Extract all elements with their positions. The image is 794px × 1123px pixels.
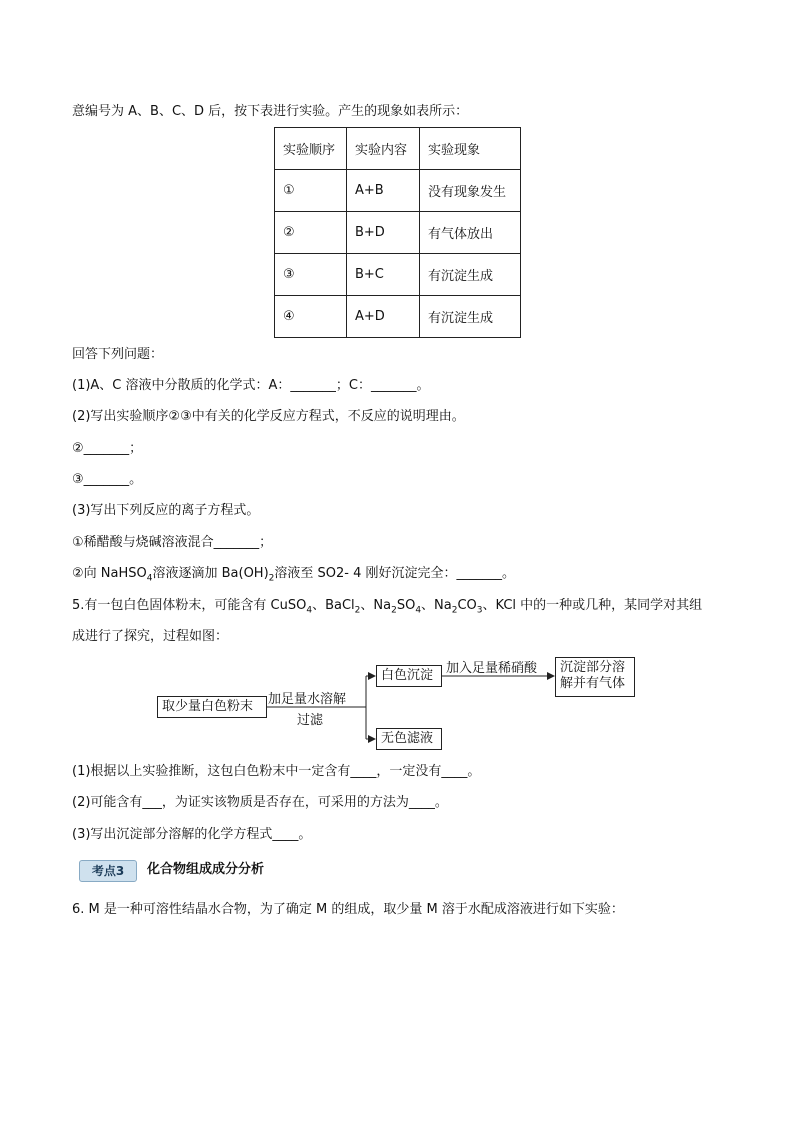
table-cell: ③ bbox=[275, 254, 347, 296]
q4-part3a: ①稀醋酸与烧碱溶液混合_______； bbox=[72, 535, 273, 550]
q4-prompt: 回答下列问题： bbox=[72, 347, 164, 362]
q5-line2: 成进行了探究，过程如图： bbox=[72, 629, 229, 644]
table-row bbox=[275, 296, 521, 338]
table-cell: 有沉淀生成 bbox=[420, 296, 521, 338]
table-row bbox=[275, 212, 521, 254]
table-cell: 没有现象发生 bbox=[420, 170, 521, 212]
subscript: 4 bbox=[146, 573, 153, 584]
q4-part2a: ②_______； bbox=[72, 441, 143, 456]
table-cell: 有沉淀生成 bbox=[420, 254, 521, 296]
table-cell: ④ bbox=[275, 296, 347, 338]
q5-part1: (1)根据以上实验推断，这包白色粉末中一定含有____，一定没有____。 bbox=[72, 764, 481, 779]
q5-part3: (3)写出沉淀部分溶解的化学方程式____。 bbox=[72, 827, 312, 842]
q4-part2: (2)写出实验顺序②③中有关的化学反应方程式，不反应的说明理由。 bbox=[72, 409, 465, 424]
table-header-cell: 实验顺序 bbox=[275, 128, 347, 170]
subscript: 2 bbox=[268, 573, 275, 584]
table-row bbox=[275, 170, 521, 212]
table-cell: 有气体放出 bbox=[420, 212, 521, 254]
text-segment: CO bbox=[457, 598, 477, 613]
text-segment: ②向 NaHSO bbox=[72, 566, 147, 581]
table-cell: B+C bbox=[347, 254, 420, 296]
table-cell: ② bbox=[275, 212, 347, 254]
table-header-cell: 实验现象 bbox=[420, 128, 521, 170]
q5-line1 bbox=[72, 597, 702, 620]
flow-lower-box: 无色滤液 bbox=[376, 728, 442, 750]
table-header-cell: 实验内容 bbox=[347, 128, 420, 170]
table-cell: B+D bbox=[347, 212, 420, 254]
section-badge: 考点3 bbox=[79, 860, 137, 882]
flow-start-box: 取少量白色粉末 bbox=[157, 696, 267, 718]
subscript: 4 bbox=[306, 605, 313, 616]
text-segment: 溶液至 SO2- 4 刚好沉淀完全：_______。 bbox=[274, 566, 516, 581]
experiment-table bbox=[274, 127, 521, 338]
table-row bbox=[275, 254, 521, 296]
flow-arrow1-label-bottom: 过滤 bbox=[297, 713, 324, 728]
table-header-row bbox=[275, 128, 521, 170]
intro-text: 意编号为 A、B、C、D 后，按下表进行实验。产生的现象如表所示： bbox=[72, 104, 469, 119]
flow-result-box: 沉淀部分溶解并有气体 bbox=[555, 657, 635, 697]
table-cell: ① bbox=[275, 170, 347, 212]
flow-arrow1-label-top: 加足量水溶解 bbox=[268, 692, 347, 707]
table-cell: A+D bbox=[347, 296, 420, 338]
table-cell: A+B bbox=[347, 170, 420, 212]
section-title: 化合物组成成分分析 bbox=[147, 862, 265, 877]
q5-part2: (2)可能含有___，为证实该物质是否存在，可采用的方法为____。 bbox=[72, 795, 448, 810]
text-segment: 、Na bbox=[360, 598, 392, 613]
flow-upper-box: 白色沉淀 bbox=[376, 665, 442, 687]
text-segment: 、Na bbox=[421, 598, 452, 613]
q6-text: 6. M 是一种可溶性结晶水合物，为了确定 M 的组成，取少量 M 溶于水配成溶液进行如下实验： bbox=[72, 902, 624, 917]
flow-arrow2-label: 加入足量稀硝酸 bbox=[446, 661, 538, 676]
text-segment: 5.有一包白色固体粉末，可能含有 CuSO bbox=[72, 598, 307, 613]
q4-part2b: ③_______。 bbox=[72, 472, 143, 487]
subscript: 4 bbox=[415, 605, 422, 616]
subscript: 2 bbox=[451, 605, 458, 616]
text-segment: 、KCl 中的一种或几种，某同学对其组 bbox=[482, 598, 703, 613]
q4-part1: (1)A、C 溶液中分散质的化学式：A：_______；C：_______。 bbox=[72, 378, 430, 393]
subscript: 2 bbox=[354, 605, 361, 616]
text-segment: 溶液逐滴加 Ba(OH) bbox=[152, 566, 269, 581]
text-segment: SO bbox=[396, 598, 416, 613]
subscript: 3 bbox=[476, 605, 483, 616]
subscript: 2 bbox=[391, 605, 397, 616]
q4-part3b bbox=[72, 565, 515, 588]
text-segment: 、BaCl bbox=[312, 598, 355, 613]
q4-part3: (3)写出下列反应的离子方程式。 bbox=[72, 503, 260, 518]
